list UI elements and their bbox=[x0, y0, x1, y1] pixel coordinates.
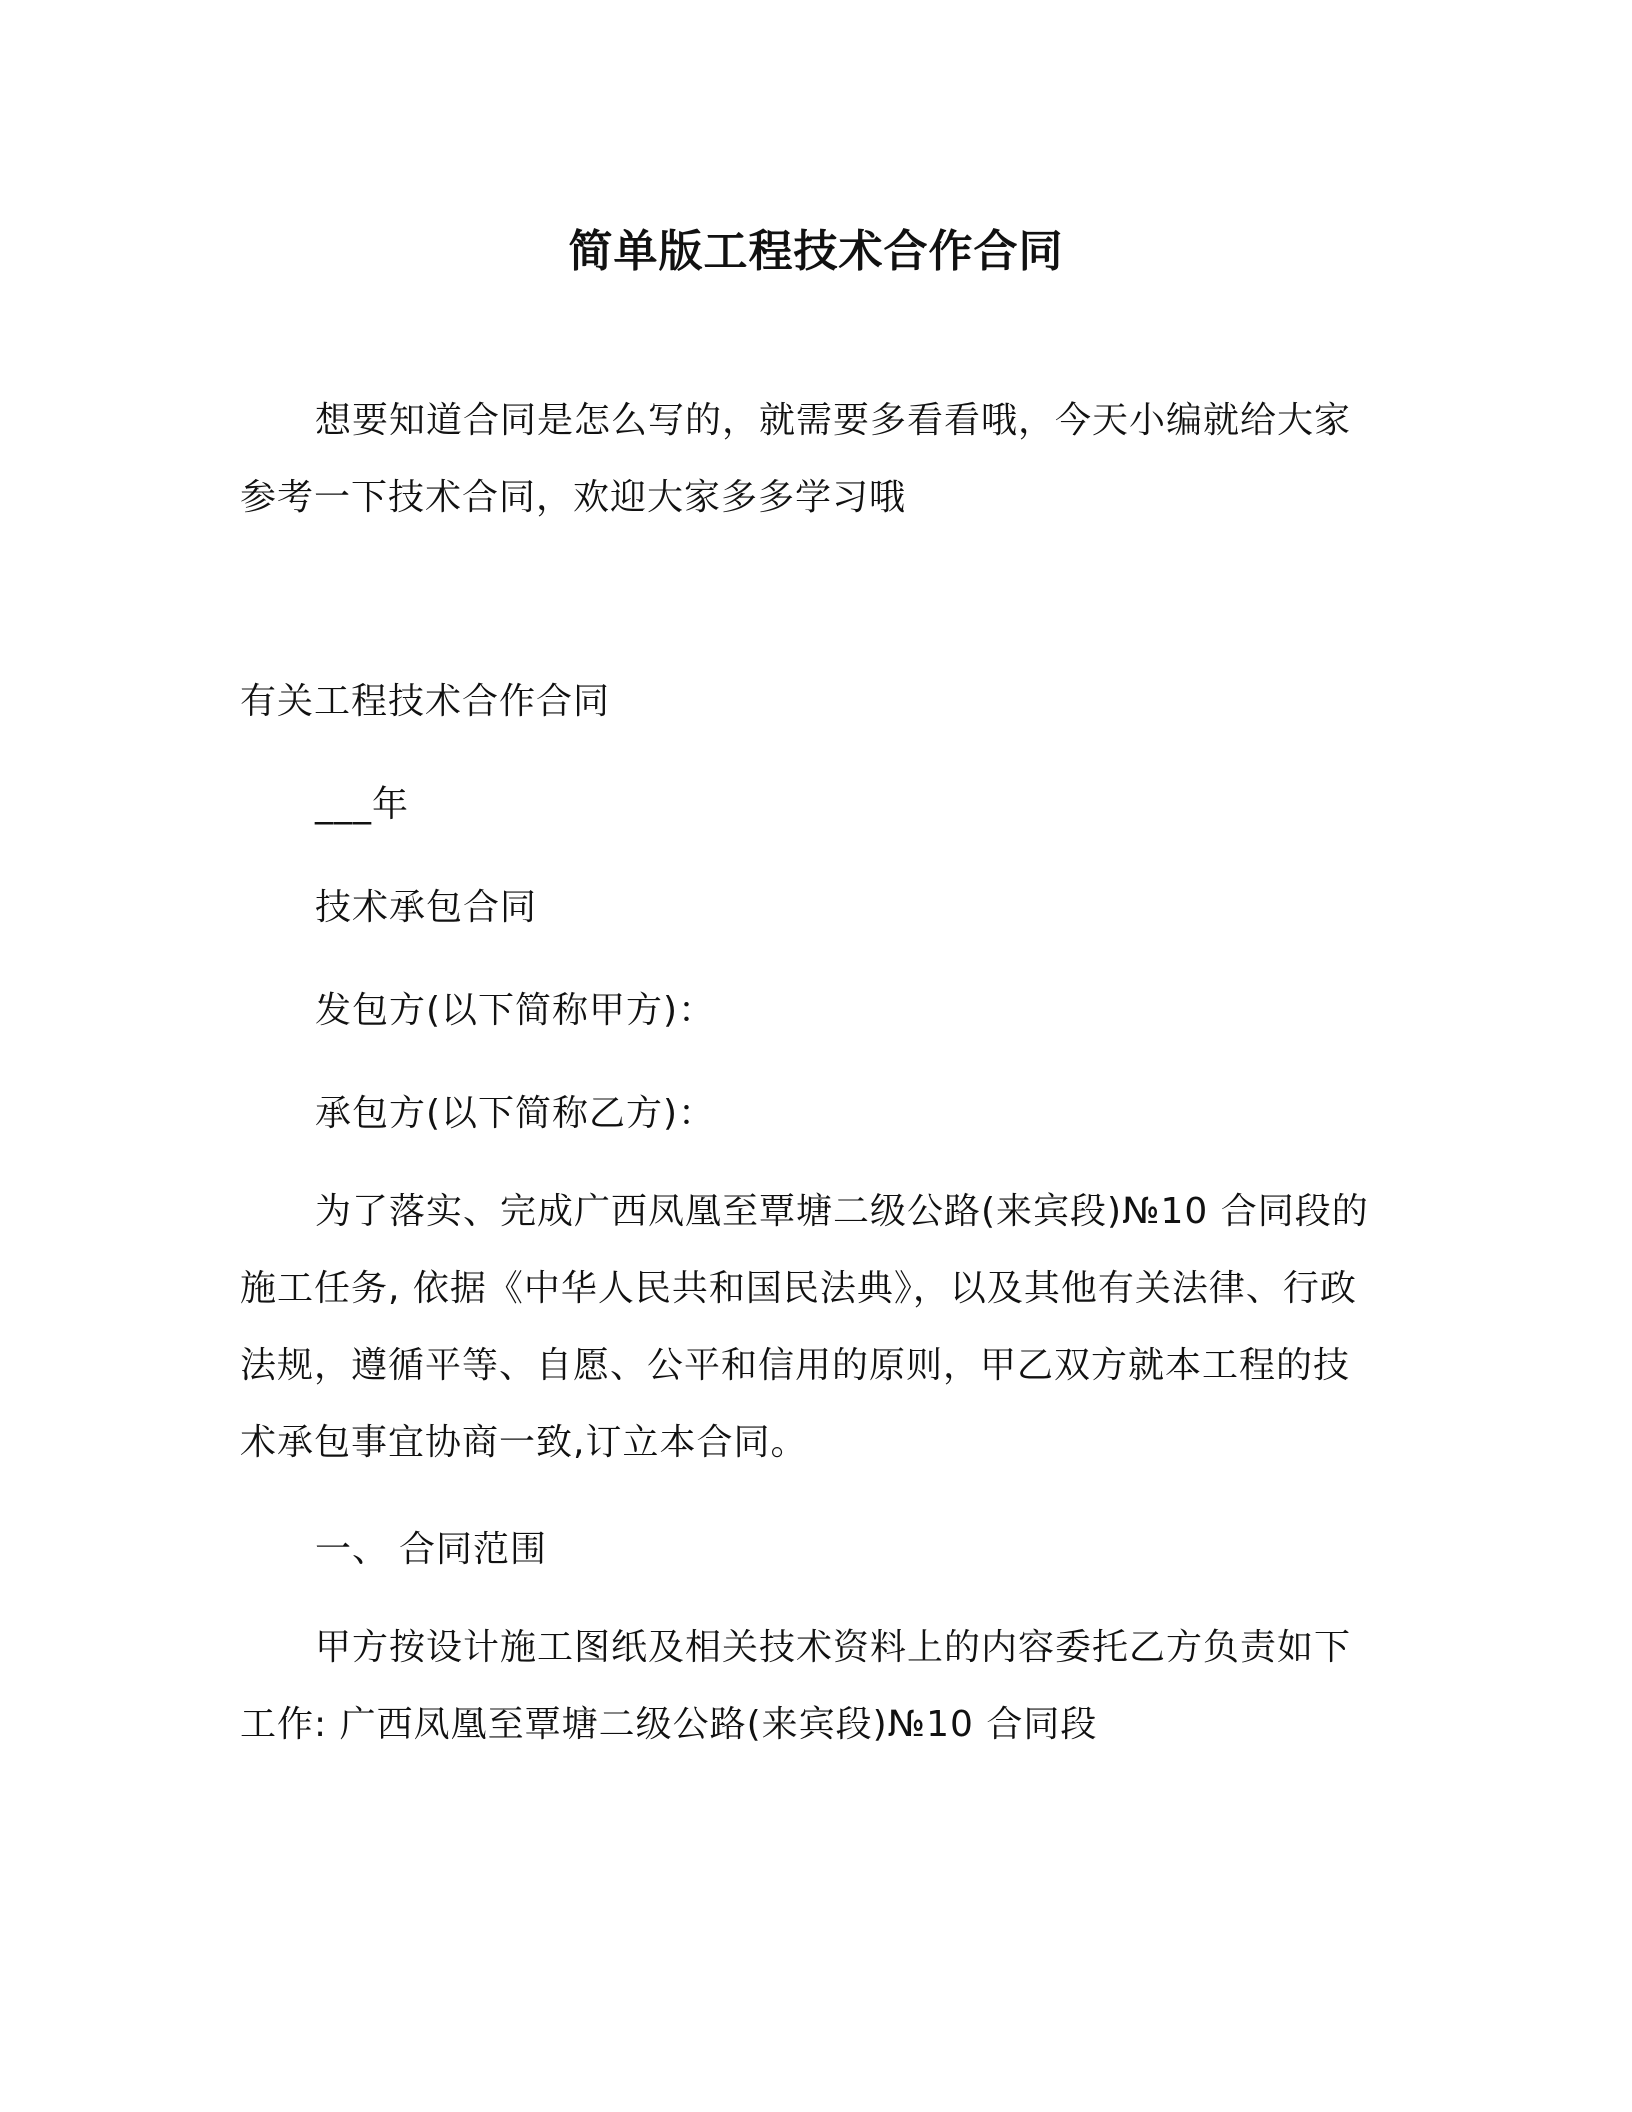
party-b-line: 承包方(以下简称乙方)： bbox=[315, 1093, 716, 1134]
section-1-heading bbox=[315, 1520, 547, 1580]
document-title: 简单版工程技术合作合同 bbox=[568, 226, 1064, 277]
intro-paragraph: 想要知道合同是怎么写的，就需要多看看哦，今天小编就给大家参考一下技术合同，欢迎大家多多学习哦 bbox=[240, 400, 1352, 518]
contract-subtitle: 有关工程技术合作合同 bbox=[240, 681, 611, 722]
preamble-paragraph: 为了落实、完成广西凤凰至覃塘二级公路(来宾段)№10 合同段的施工任务, 依据《中华人民共和国民法典》，以及其他有关法律、行政法规，遵循平等、自愿、公平和信用的原则，甲乙双方就本工程的技术承包事宜协商一致,订立本合同。 bbox=[240, 1191, 1369, 1463]
section-1-number: 一、 bbox=[315, 1529, 390, 1570]
year-line: ___年 bbox=[315, 784, 410, 825]
party-a-line: 发包方(以下简称甲方)： bbox=[315, 990, 716, 1031]
section-1-body: 甲方按设计施工图纸及相关技术资料上的内容委托乙方负责如下工作: 广西凤凰至覃塘二级公路(来宾段)№10 合同段 bbox=[240, 1627, 1352, 1745]
section-1-title: 合同范围 bbox=[399, 1529, 548, 1570]
contract-type: 技术承包合同 bbox=[315, 887, 538, 928]
